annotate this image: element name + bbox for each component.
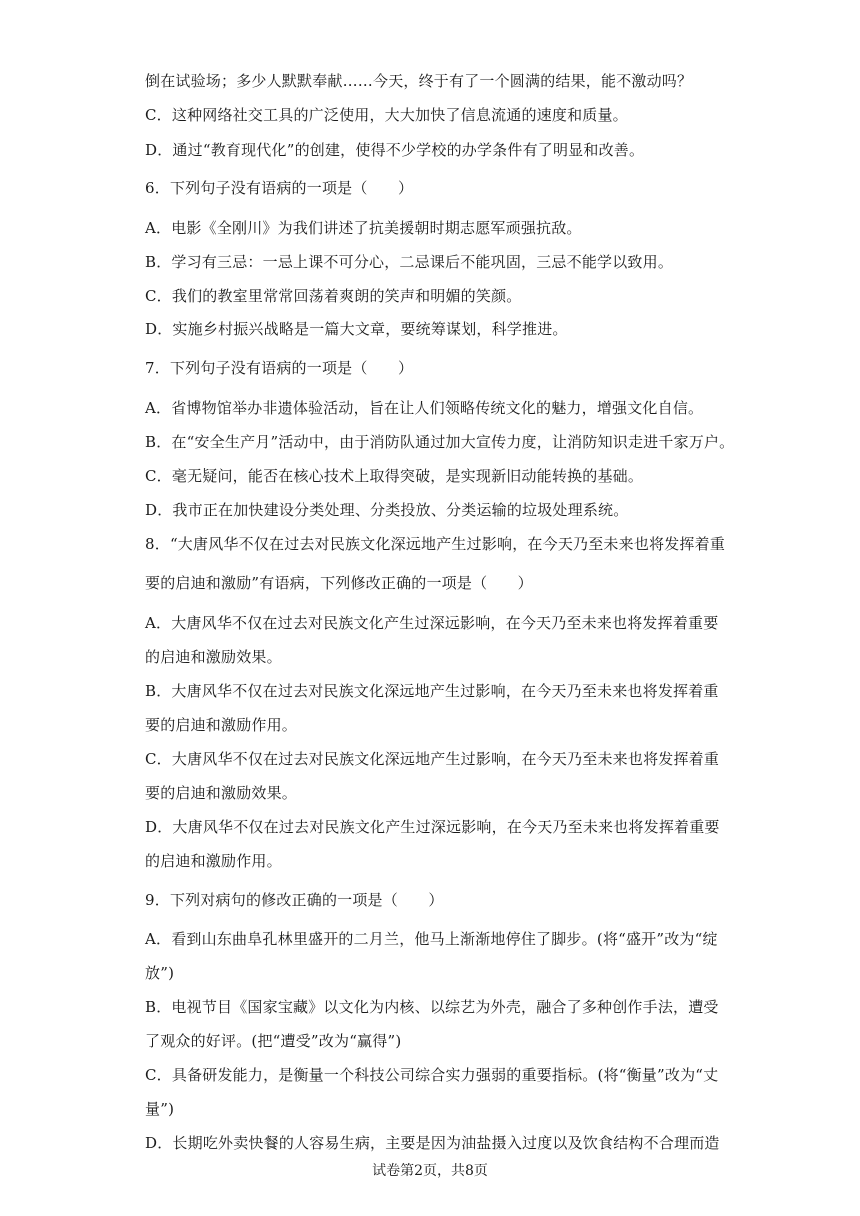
option-c-cont: 要的启迪和激励效果。	[145, 784, 298, 802]
option-b: B．学习有三忌：一忌上课不可分心，二忌课后不能巩固，三忌不能学以致用。	[145, 253, 674, 271]
question-8-cont: 要的启迪和激励”有语病，下列修改正确的一项是（ ）	[145, 574, 533, 592]
option-c: C．大唐风华不仅在过去对民族文化深远地产生过影响，在今天乃至未来也将发挥着重	[145, 750, 720, 768]
option-a: A．大唐风华不仅在过去对民族文化产生过深远影响，在今天乃至未来也将发挥着重要	[145, 614, 719, 632]
option-a: A．电影《全刚川》为我们讲述了抗美援朝时期志愿军顽强抗敌。	[145, 219, 582, 237]
option-d-cont: 的启迪和激励作用。	[145, 852, 282, 870]
question-7: 7．下列句子没有语病的一项是（ ）	[145, 359, 414, 377]
option-a-cont: 的启迪和激励效果。	[145, 648, 282, 666]
option-a-cont: 放”)	[145, 964, 175, 982]
option-a: A．省博物馆举办非遗体验活动，旨在让人们领略传统文化的魅力，增强文化自信。	[145, 399, 704, 417]
option-d: D．实施乡村振兴战略是一篇大文章，要统筹谋划，科学推进。	[145, 320, 568, 338]
text-line: 倒在试验场；多少人默默奉献……今天，终于有了一个圆满的结果，能不激动吗？	[145, 72, 693, 90]
option-d: D．长期吃外卖快餐的人容易生病，主要是因为油盐摄入过度以及饮食结构不合理而造	[145, 1134, 720, 1152]
option-c: C．具备研发能力，是衡量一个科技公司综合实力强弱的重要指标。(将“衡量”改为“丈	[145, 1066, 719, 1084]
option-a: A．看到山东曲阜孔林里盛开的二月兰，他马上渐渐地停住了脚步。(将“盛开”改为“绽	[145, 930, 718, 948]
question-6: 6．下列句子没有语病的一项是（ ）	[145, 179, 414, 197]
question-9: 9．下列对病句的修改正确的一项是（ ）	[145, 891, 444, 909]
option-b: B．大唐风华不仅在过去对民族文化深远地产生过影响，在今天乃至未来也将发挥着重	[145, 682, 719, 700]
option-b: B．电视节目《国家宝藏》以文化为内核、以综艺为外壳，融合了多种创作手法，遭受	[145, 998, 719, 1016]
question-8: 8．“大唐风华不仅在过去对民族文化深远地产生过影响，在今天乃至未来也将发挥着重	[145, 535, 726, 553]
option-b-cont: 了观众的好评。(把“遭受”改为“赢得”)	[145, 1032, 402, 1050]
option-d: D．通过“教育现代化”的创建，使得不少学校的办学条件有了明显和改善。	[145, 141, 645, 159]
option-c: C．我们的教室里常常回荡着爽朗的笑声和明媚的笑颜。	[145, 287, 522, 305]
option-c: C．毫无疑问，能否在核心技术上取得突破，是实现新旧动能转换的基础。	[145, 467, 644, 485]
option-c-cont: 量”)	[145, 1100, 175, 1118]
option-d: D．大唐风华不仅在过去对民族文化产生过深远影响，在今天乃至未来也将发挥着重要	[145, 818, 720, 836]
option-c: C．这种网络社交工具的广泛使用，大大加快了信息流通的速度和质量。	[145, 106, 628, 124]
option-b-cont: 要的启迪和激励作用。	[145, 716, 298, 734]
option-d: D．我市正在加快建设分类处理、分类投放、分类运输的垃圾处理系统。	[145, 501, 629, 519]
option-b: B．在“安全生产月”活动中，由于消防队通过加大宣传力度，让消防知识走进千家万户。	[145, 433, 735, 451]
page-footer: 试卷第2页，共8页	[372, 1163, 488, 1179]
